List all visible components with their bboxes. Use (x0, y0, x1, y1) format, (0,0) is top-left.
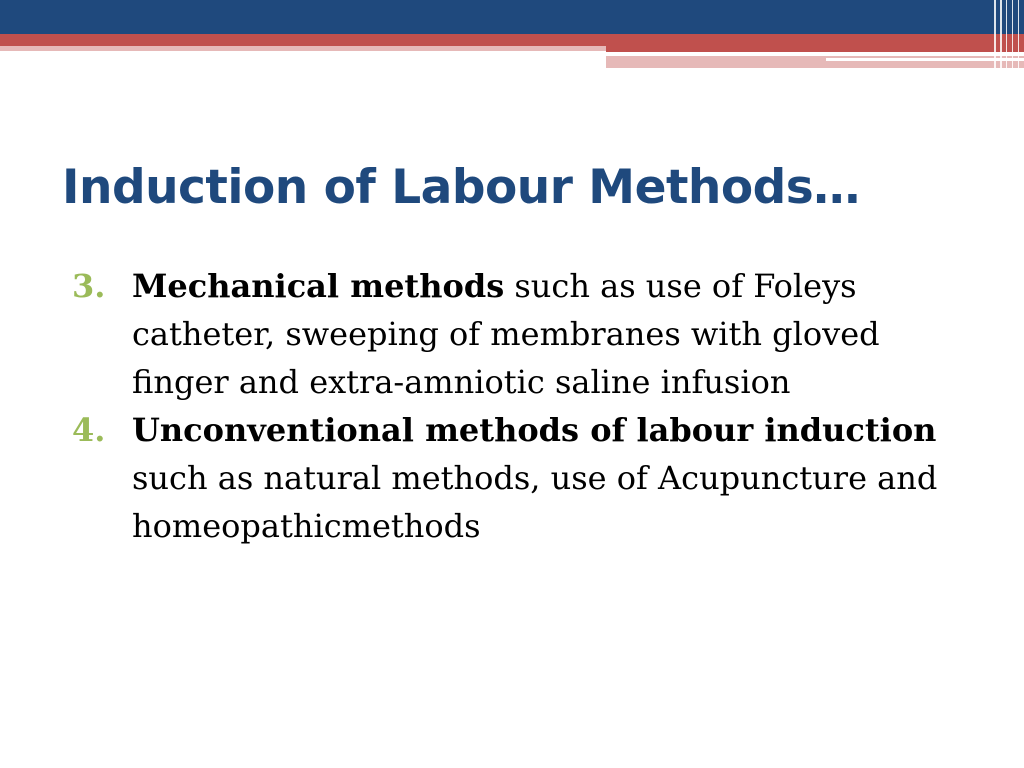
header-stripe (1000, 0, 1002, 68)
header-red-bar (0, 34, 1024, 46)
methods-list (72, 262, 972, 550)
list-item (72, 262, 972, 406)
header-stripe (1018, 0, 1019, 68)
list-item (72, 406, 972, 550)
list-item-heading: Unconventional methods of labour induction (132, 411, 937, 449)
header-navy-bar (0, 0, 1024, 34)
list-item-text: such as use of Foleys catheter, sweeping of membranes with gloved finger and extra-amniotic saline infusion (132, 267, 880, 401)
header-red-bar-right (606, 46, 1024, 52)
list-item-text: such as natural methods, use of Acupuncture and homeopathicmethods (132, 459, 938, 545)
header-stripe (1006, 0, 1007, 68)
list-item-heading: Mechanical methods (132, 267, 505, 305)
header-stripe (994, 0, 996, 68)
slide-title: Induction of Labour Methods… (62, 160, 860, 215)
header-pink-bar-left (0, 46, 606, 51)
header-stripe (1012, 0, 1013, 68)
list-item-number: 3. (72, 267, 106, 305)
list-item-number: 4. (72, 411, 106, 449)
